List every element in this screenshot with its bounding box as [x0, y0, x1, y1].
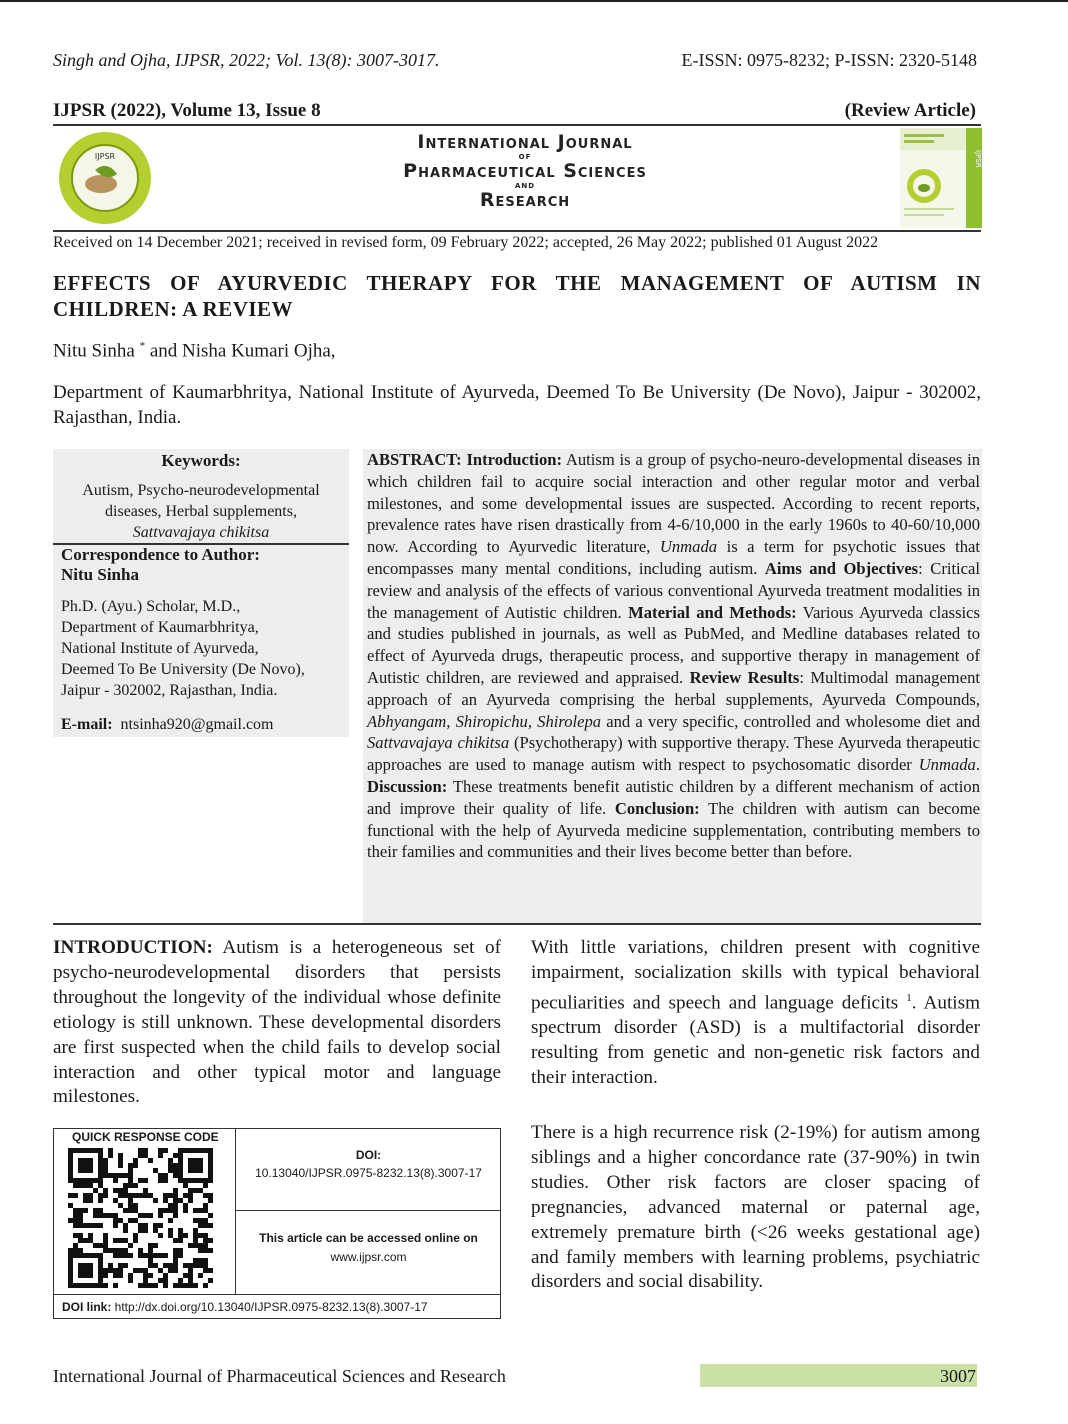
page-number: 3007 — [940, 1366, 976, 1386]
doi-value: 10.13040/IJPSR.0975-8232.13(8).3007-17 — [255, 1166, 482, 1180]
author-2: and Nisha Kumari Ojha, — [145, 340, 336, 362]
qr-code[interactable] — [68, 1148, 216, 1295]
article-type: (Review Article) — [844, 100, 976, 121]
header-rule — [53, 124, 981, 126]
keywords-heading: Keywords: — [161, 451, 241, 470]
abstract-conclusion-label: Conclusion: — [614, 798, 700, 818]
journal-line-1: International Journal — [417, 131, 633, 153]
email — [61, 716, 273, 734]
body-text: . Autism spectrum disorder (ASD) is a multifactorial disorder resulting from genetic and non-genetic risk factors and their interaction. — [531, 992, 980, 1088]
issue: IJPSR (2022), Volume 13, Issue 8 — [53, 100, 321, 121]
abstract-text: : Multimodal management approach of an Ayurveda comprising the herbal supplements, Ayurveda Compounds, — [367, 667, 980, 709]
masthead-rule — [53, 230, 981, 232]
address-line: Department of Kaumarbhritya, — [61, 619, 259, 636]
body-paragraph-2: There is a high recurrence risk (2-19%) for autism among siblings and a higher concordance rate (37-90%) in twin studies. Other risk factors are closer spacing of pregnancies, advanced maternal or paternal age, extremely premature birth (<26 weeks gestational age) and family members with learning problems, psychiatric disorders and social disability. — [531, 1122, 980, 1293]
qr-divider — [236, 1210, 501, 1211]
abstract-text: The children with autism can become functional with the help of Ayurveda medicine supplementation, contributing members to their families and communities and their lives become better than before. — [367, 798, 980, 862]
abstract-term: Abhyangam, Shiropichu, Shirolepa — [367, 711, 602, 731]
introduction-label: INTRODUCTION: — [53, 937, 213, 958]
doi-link-label: DOI link: — [62, 1300, 112, 1314]
abstract — [367, 449, 980, 863]
article-title: EFFECTS OF AYURVEDIC THERAPY FOR THE MANAGEMENT OF AUTISM IN CHILDREN: A REVIEW — [53, 271, 981, 321]
abstract-methods-label: Material and Methods: — [628, 602, 797, 622]
doi-label: DOI: — [355, 1148, 382, 1162]
body-text: With little variations, children present with cognitive impairment, socialization skills with typical behavioral peculiarities and speech and language deficits — [531, 937, 980, 1014]
correspondence-address — [61, 596, 346, 701]
keywords-italic: Sattvavajaya chikitsa — [132, 524, 270, 541]
doi-link — [62, 1300, 428, 1314]
abstract-text: (Psychotherapy) with supportive therapy. These Ayurveda therapeutic approaches are used to manage autism with respect to psychosomatic disorder — [367, 733, 981, 775]
abstract-text: Autism is a group of psycho-neuro-developmental diseases in which children fail to acquire social interaction and other regular motor and verbal milestones, and some developmental issues are suspected. According to recent reports, prevalence rates have risen drastically from 4-6/10,000 in the early 1960s to 40-60/10,000 now. According to Ayurvedic literature, — [367, 450, 980, 557]
abstract-text: is a term for psychotic issues that encompasses many mental conditions, including autism. — [367, 537, 980, 578]
ijpsr-logo — [55, 130, 155, 230]
authors — [53, 340, 336, 362]
cover-spine-text: IJPSR — [974, 150, 982, 168]
issn: E-ISSN: 0975-8232; P-ISSN: 2320-5148 — [681, 50, 977, 70]
affiliation: Department of Kaumarbhritya, National Institute of Ayurveda, Deemed To Be University (De Novo), Jaipur - 302002, Rajasthan, India. — [53, 382, 981, 428]
journal-title — [330, 133, 720, 210]
received-dates: Received on 14 December 2021; received in revised form, 09 February 2022; accepted, 26 May 2022; published 01 August 2022 — [53, 234, 879, 251]
journal-line-4: and — [514, 180, 536, 191]
abstract-results-label: Review Results — [689, 667, 800, 687]
keywords-text: Autism, Psycho-neurodevelopmental diseases, Herbal supplements, — [82, 482, 320, 520]
abstract-term: Unmada — [659, 537, 718, 557]
correspondence-label: Correspondence to Author: — [61, 545, 260, 564]
access-label: This article can be accessed online on — [259, 1231, 478, 1245]
logo-text: IJPSR — [94, 152, 116, 161]
email-address[interactable]: ntsinha920@gmail.com — [120, 716, 274, 733]
abstract-text: and a very specific, controlled and wholesome diet and — [601, 711, 981, 731]
abstract-label: ABSTRACT: Introduction: — [367, 450, 563, 469]
journal-line-2: of — [518, 151, 532, 162]
address-line: Jaipur - 302002, Rajasthan, India. — [61, 682, 278, 699]
body-paragraph-1 — [531, 936, 980, 1091]
correspondence-heading — [61, 545, 260, 585]
address-line: National Institute of Ayurveda, — [61, 640, 259, 657]
abstract-term: Unmada — [918, 755, 976, 775]
corresponding-mark: * — [139, 340, 146, 352]
top-border — [0, 0, 1068, 2]
footer-journal: International Journal of Pharmaceutical Sciences and Research — [53, 1366, 506, 1386]
address-line: Ph.D. (Ayu.) Scholar, M.D., — [61, 598, 241, 615]
abstract-text: Various Ayurveda classics and studies published in journals, as well as PubMed, and Medline databases related to effect of Ayurveda drugs, therapeutic process, and supportive therapy in management of Autistic children, are reviewed and appraised. — [367, 602, 980, 687]
qr-label: QUICK RESPONSE CODE — [72, 1130, 219, 1144]
abstract-text: : Critical review and analysis of the effects of various conventional Ayurveda treatment modalities in the management of Autistic children. — [367, 558, 981, 622]
abstract-text: These treatments benefit autistic children by a different mechanism of action and improve their quality of life. — [367, 776, 980, 818]
keywords-list — [60, 480, 342, 543]
citation: Singh and Ojha, IJPSR, 2022; Vol. 13(8): 3007-3017. — [53, 50, 440, 70]
introduction-paragraph — [53, 936, 501, 1110]
journal-line-3: Pharmaceutical Sciences — [403, 160, 647, 182]
access-url[interactable]: www.ijpsr.com — [330, 1250, 407, 1264]
author-1: Nitu Sinha — [53, 340, 135, 362]
correspondence-name: Nitu Sinha — [61, 565, 139, 584]
journal-cover-thumbnail — [900, 128, 982, 233]
doi-link-url[interactable]: http://dx.doi.org/10.13040/IJPSR.0975-8232.13(8).3007-17 — [111, 1300, 428, 1314]
email-label: E-mail: — [61, 716, 113, 733]
abstract-term: Sattvavajaya chikitsa — [367, 733, 510, 753]
introduction-text: Autism is a heterogeneous set of psycho-neurodevelopmental disorders that persists throughout the longevity of the individual whose definite etiology is still unknown. These developmental disorders are first suspected when the child fails to develop social interaction and other typical motor and language milestones. — [53, 937, 501, 1108]
abstract-rule — [53, 923, 981, 925]
journal-line-5: Research — [479, 189, 571, 211]
reference-mark: 1 — [906, 991, 912, 1004]
address-line: Deemed To Be University (De Novo), — [61, 661, 305, 678]
abstract-discussion-label: Discussion: — [367, 776, 448, 796]
abstract-text: . — [975, 755, 980, 775]
abstract-aims-label: Aims and Objectives — [764, 558, 919, 578]
